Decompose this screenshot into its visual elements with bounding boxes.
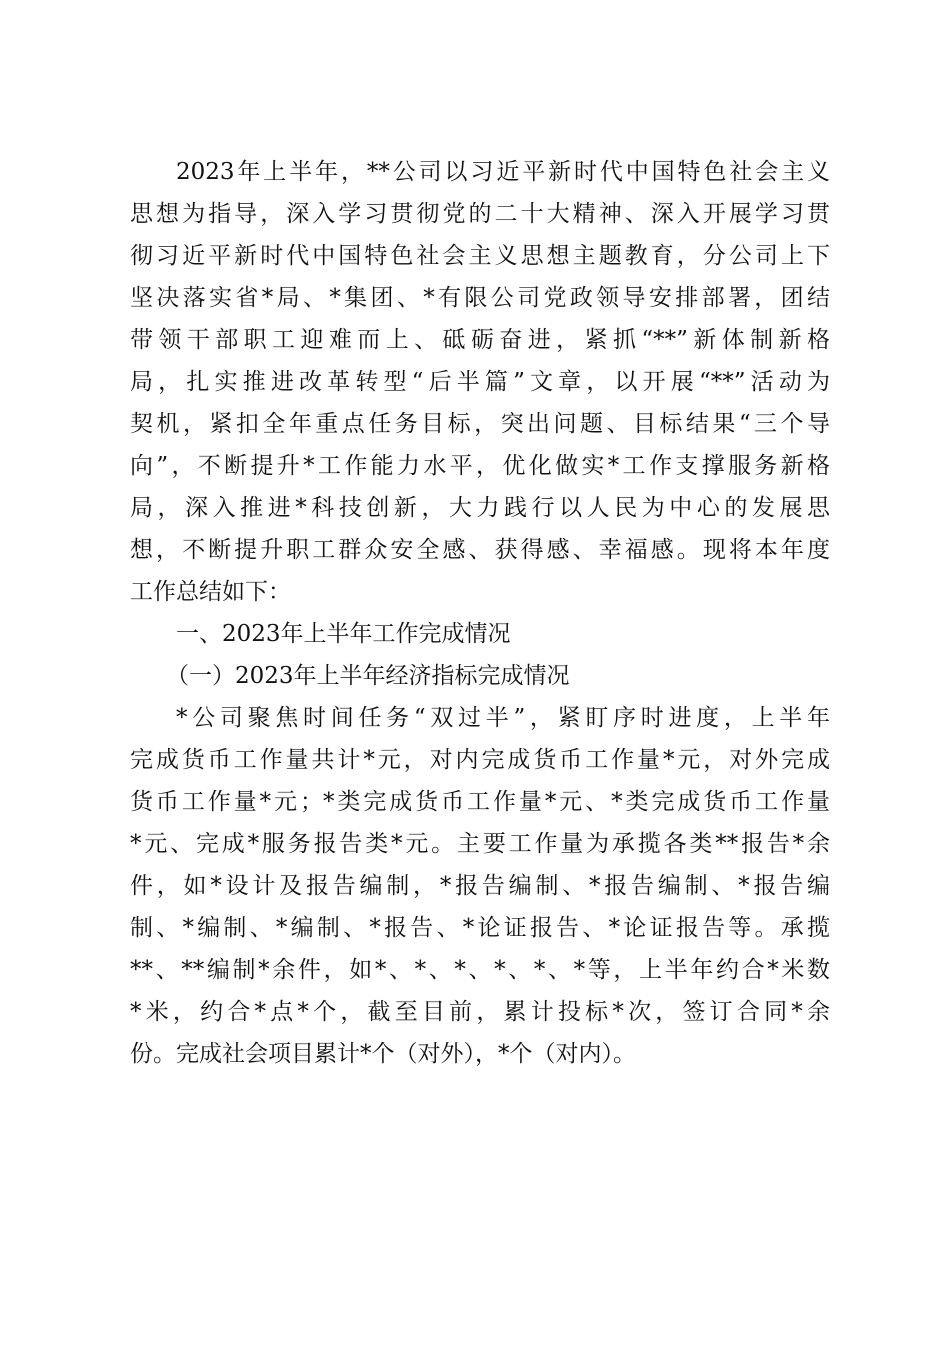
body-line-1: *公司聚焦时间任务“双过半”，紧盯序时进度，上半年 xyxy=(176,705,830,731)
body-line-7: **、**编制*余件，如*、*、*、*、*、*等，上半年约合*米数 xyxy=(130,957,830,983)
body-line-6: 制、*编制、*编制、*报告、*论证报告、*论证报告等。承揽 xyxy=(130,915,830,941)
intro-line-8: 向”，不断提升*工作能力水平，优化做实*工作支撑服务新格 xyxy=(130,453,830,479)
subsection-heading: （一）2023年上半年经济指标完成情况 xyxy=(166,663,570,689)
body-line-9: 份。完成社会项目累计*个（对外），*个（对内）。 xyxy=(130,1041,636,1067)
intro-line-11: 工作总结如下： xyxy=(130,579,291,605)
body-line-8: *米，约合*点*个，截至目前，累计投标*次，签订合同*余 xyxy=(130,999,830,1025)
intro-line-10: 想，不断提升职工群众安全感、获得感、幸福感。现将本年度 xyxy=(130,537,830,563)
intro-line-2: 思想为指导，深入学习贯彻党的二十大精神、深入开展学习贯 xyxy=(130,201,830,227)
body-line-3: 货币工作量*元；*类完成货币工作量*元、*类完成货币工作量 xyxy=(130,789,830,815)
body-line-4: *元、完成*服务报告类*元。主要工作量为承揽各类**报告*余 xyxy=(130,831,830,857)
intro-line-9: 局，深入推进*科技创新，大力践行以人民为中心的发展思 xyxy=(130,495,830,521)
section-heading: 一、2023年上半年工作完成情况 xyxy=(176,621,511,647)
body-line-5: 件，如*设计及报告编制，*报告编制、*报告编制、*报告编 xyxy=(130,873,830,899)
intro-line-7: 契机，紧扣全年重点任务目标，突出问题、目标结果“三个导 xyxy=(130,411,830,437)
intro-line-5: 带领干部职工迎难而上、砥砺奋进，紧抓“**”新体制新格 xyxy=(130,327,830,353)
intro-line-3: 彻习近平新时代中国特色社会主义思想主题教育，分公司上下 xyxy=(130,243,830,269)
intro-line-6: 局，扎实推进改革转型“后半篇”文章，以开展“**”活动为 xyxy=(130,369,830,395)
intro-line-1: 2023年上半年，**公司以习近平新时代中国特色社会主义 xyxy=(176,159,830,185)
body-line-2: 完成货币工作量共计*元，对内完成货币工作量*元，对外完成 xyxy=(130,747,830,773)
intro-line-4: 坚决落实省*局、*集团、*有限公司党政领导安排部署，团结 xyxy=(130,285,830,311)
